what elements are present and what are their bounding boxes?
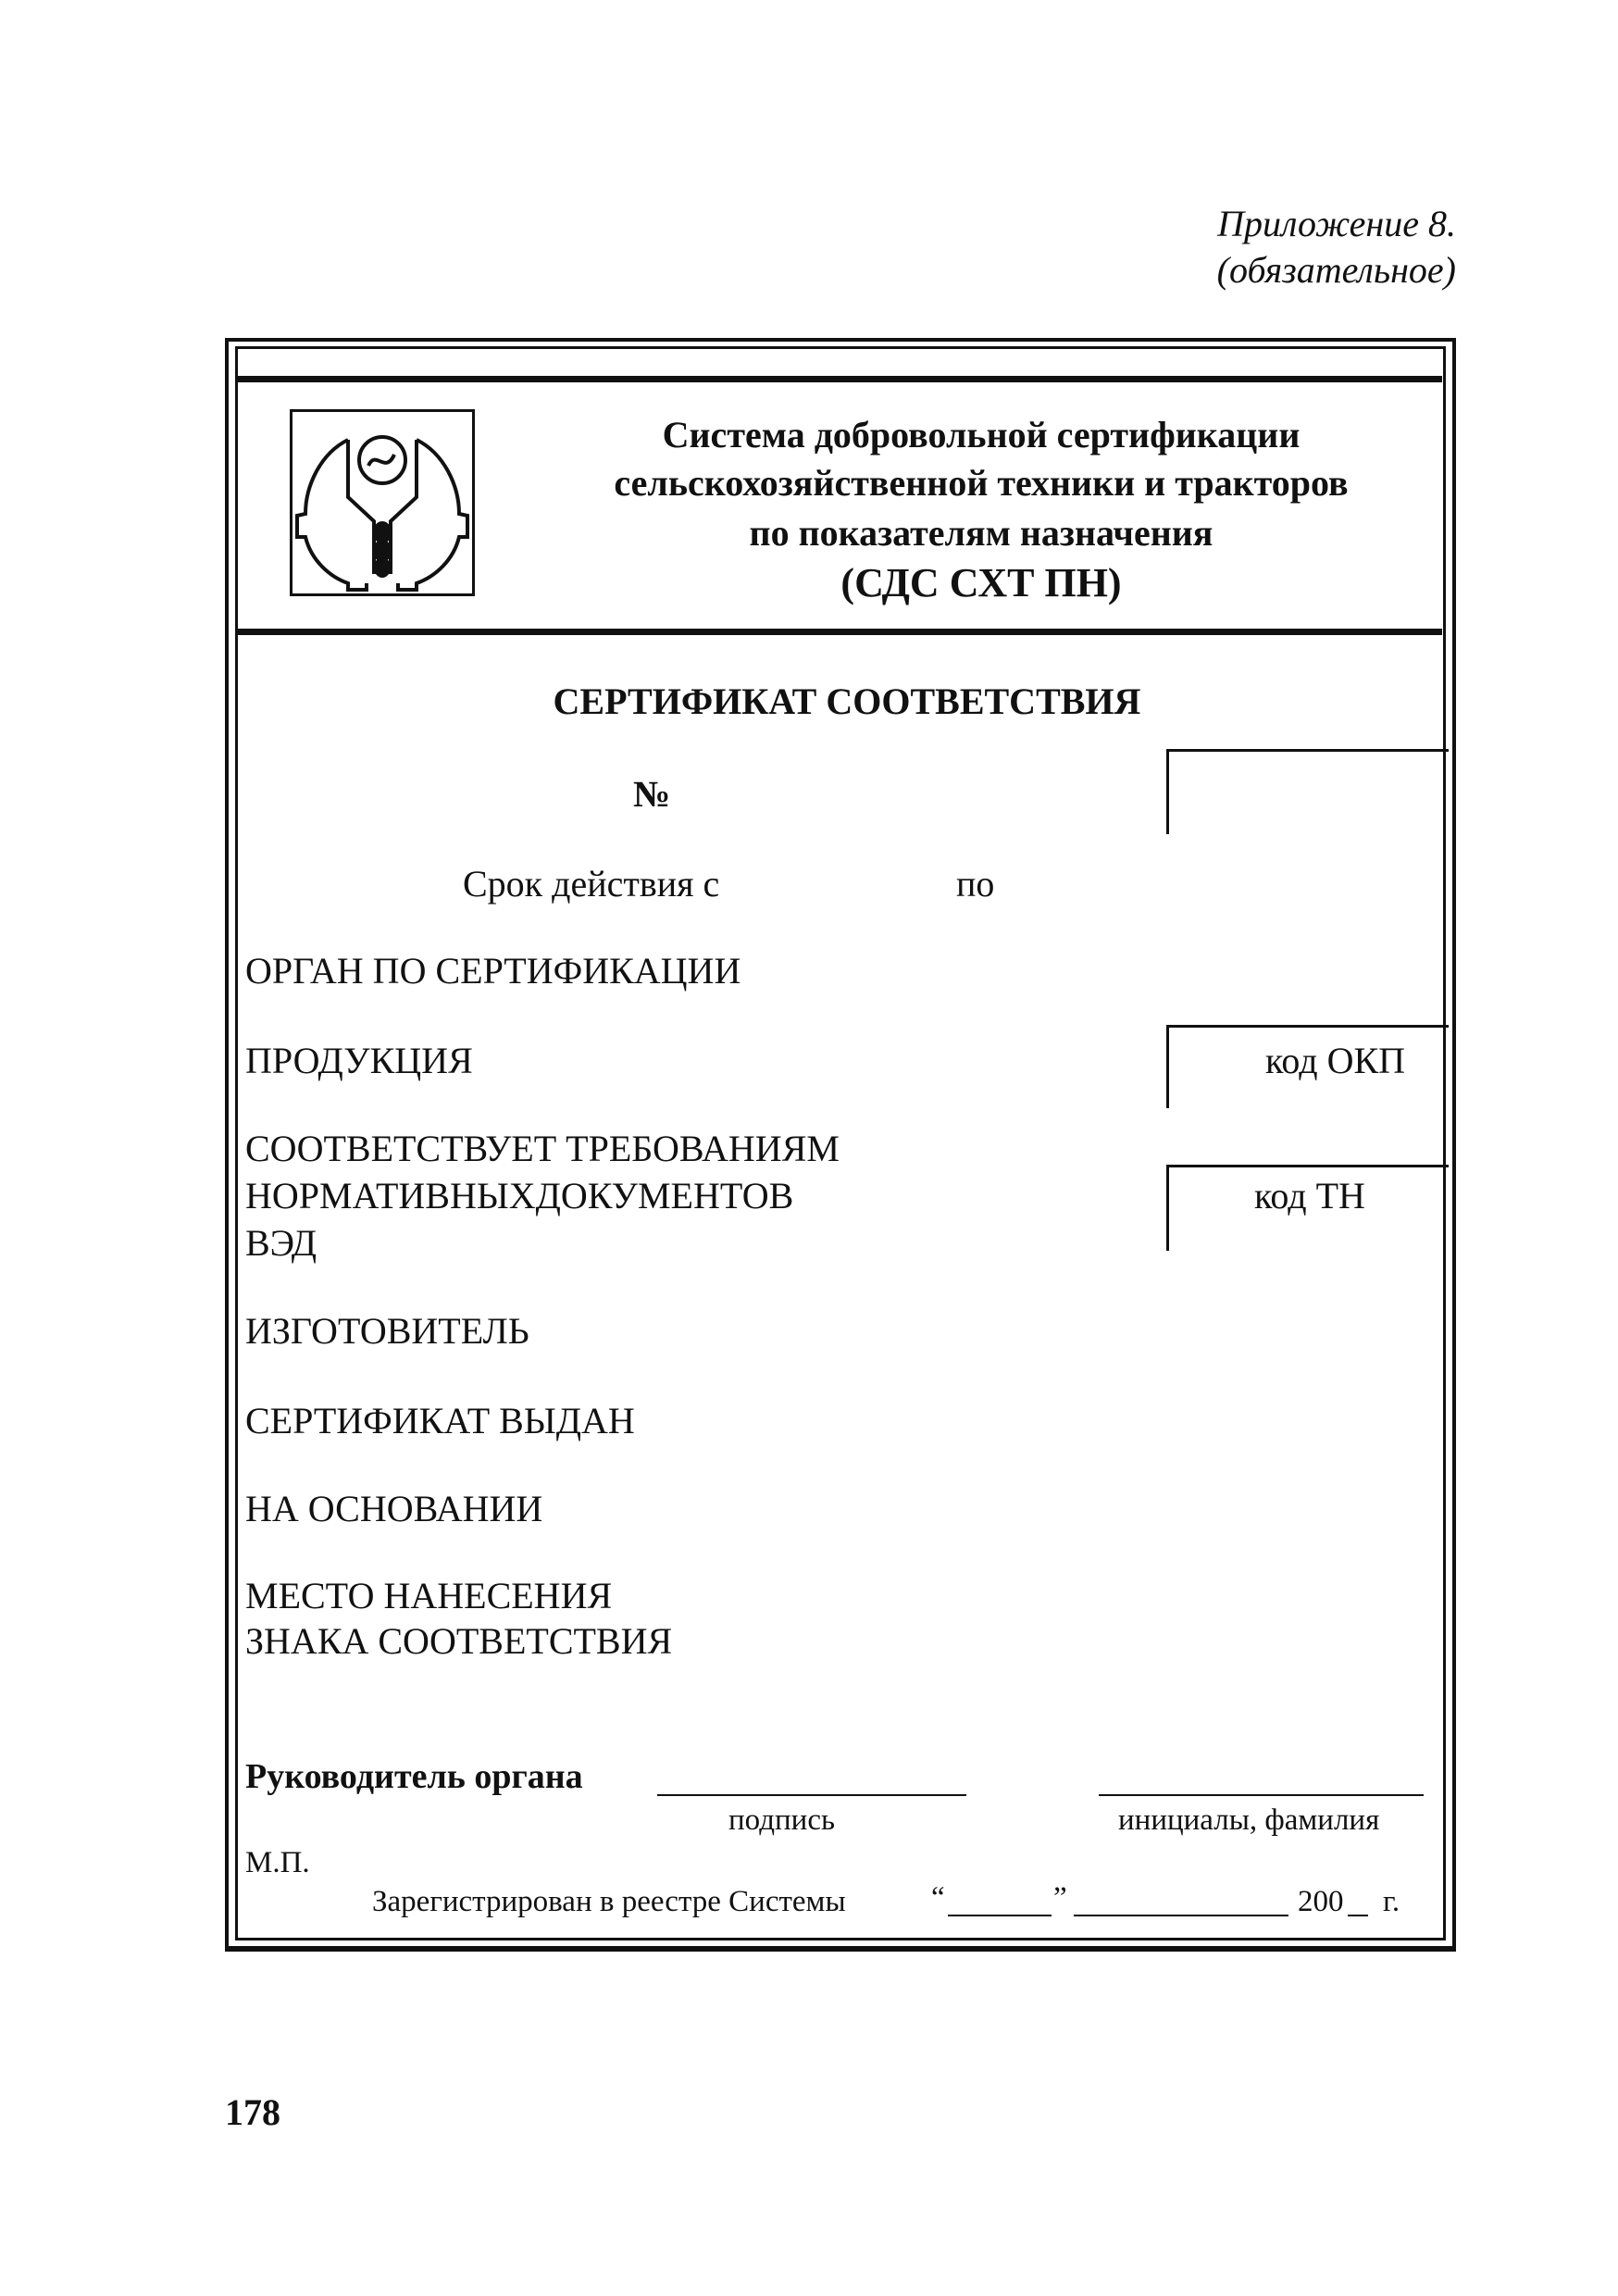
header-abbreviation: (СДС СХТ ПН) (840, 560, 1122, 605)
manufacturer-label: ИЗГОТОВИТЕЛЬ (245, 1310, 529, 1352)
certificate-number-label: № (633, 773, 671, 815)
conforms-label-2: НОРМАТИВНЫХДОКУМЕНТОВ (245, 1175, 794, 1217)
header-line-1: Система добровольной сертификации (662, 414, 1301, 455)
appendix-note: (обязательное) (1216, 249, 1456, 291)
month-line (1074, 1915, 1288, 1916)
tn-code-label: код ТН (1254, 1175, 1365, 1217)
gear-wheat-logo-icon (290, 409, 475, 596)
seal-label: М.П. (245, 1846, 310, 1879)
conforms-label-3: ВЭД (245, 1222, 317, 1264)
page-number: 178 (225, 2091, 280, 2133)
year-suffix: г. (1383, 1885, 1400, 1918)
validity-from-label: Срок действия с (463, 863, 720, 905)
okp-box-top (1166, 1025, 1449, 1028)
head-of-body-label: Руководитель органа (245, 1757, 583, 1796)
header-line-3: по показателям назначения (749, 512, 1214, 554)
registered-label: Зарегистрирован в реестре Системы (372, 1885, 846, 1918)
mark-place-label-1: МЕСТО НАНЕСЕНИЯ (245, 1575, 613, 1616)
number-box-left (1166, 749, 1169, 834)
product-label: ПРОДУКЦИЯ (245, 1040, 473, 1081)
signature-caption: подпись (728, 1803, 836, 1837)
name-caption: инициалы, фамилия (1118, 1803, 1380, 1837)
issued-to-label: СЕРТИФИКАТ ВЫДАН (245, 1400, 635, 1441)
tn-box-left (1166, 1165, 1169, 1251)
tn-box-top (1166, 1165, 1449, 1167)
date-open-quote: “ (931, 1881, 945, 1915)
date-close-quote: ” (1053, 1881, 1067, 1915)
header-top-rule (237, 376, 1442, 382)
conforms-label-1: СООТВЕТСТВУЕТ ТРЕБОВАНИЯМ (245, 1128, 840, 1169)
name-line (1099, 1794, 1424, 1796)
certification-body-label: ОРГАН ПО СЕРТИФИКАЦИИ (245, 950, 741, 992)
signature-line (657, 1794, 966, 1796)
mark-place-label-2: ЗНАКА СООТВЕТСТВИЯ (245, 1620, 673, 1662)
header-line-2: сельскохозяйственной техники и тракторов (614, 462, 1349, 504)
day-line (948, 1915, 1052, 1916)
header-bottom-rule (237, 629, 1442, 635)
appendix-title: Приложение 8. (1217, 203, 1456, 244)
okp-box-left (1166, 1025, 1169, 1108)
year-line (1348, 1915, 1368, 1916)
okp-code-label: код ОКП (1265, 1040, 1406, 1081)
certificate-title: СЕРТИФИКАТ СООТВЕТСТВИЯ (553, 680, 1141, 722)
validity-to-label: по (956, 863, 995, 905)
number-box-top (1166, 749, 1449, 752)
year-prefix: 200 (1298, 1885, 1344, 1918)
basis-label: НА ОСНОВАНИИ (245, 1488, 543, 1529)
